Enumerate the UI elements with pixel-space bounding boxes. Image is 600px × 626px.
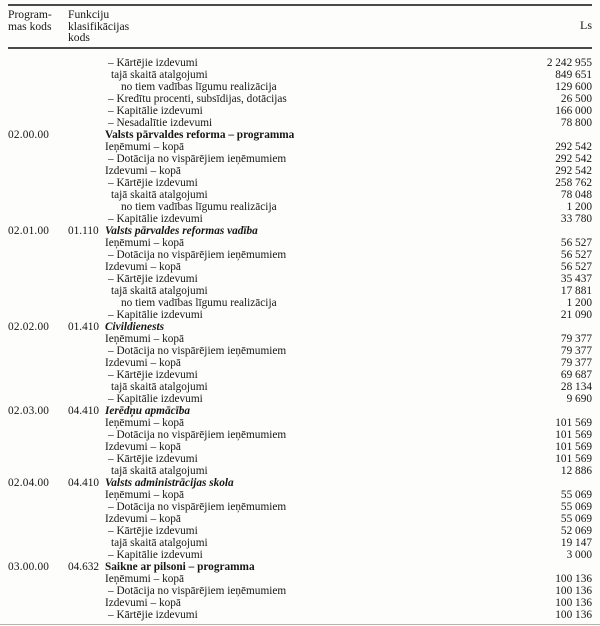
- row-amount: 849 651: [555, 68, 592, 81]
- program-code: [8, 297, 68, 309]
- row-amount: 26 500: [560, 92, 592, 105]
- table-row: [8, 453, 592, 465]
- function-code: [68, 345, 105, 357]
- program-code: [8, 285, 68, 297]
- row-amount: 292 542: [555, 140, 592, 153]
- table-row: [8, 573, 592, 585]
- header-currency-label: Ls: [580, 18, 592, 32]
- program-code: [8, 465, 68, 477]
- program-code: [8, 105, 68, 117]
- table-header: [0, 6, 600, 47]
- row-amount: 100 136: [555, 608, 592, 621]
- row-label: Izdevumi – kopā: [105, 596, 181, 609]
- program-code: 02.01.00: [8, 224, 50, 237]
- row-amount: 35 437: [560, 272, 592, 285]
- program-code: [8, 597, 68, 609]
- program-code: [8, 489, 68, 501]
- program-code: [8, 441, 68, 453]
- row-label: – Kredītu procenti, subsīdijas, dotācijas: [108, 92, 287, 105]
- row-amount: 52 069: [560, 524, 592, 537]
- table-row: [8, 81, 592, 93]
- program-code: [8, 69, 68, 81]
- table-row: [8, 261, 592, 273]
- program-code: 02.02.00: [8, 320, 50, 333]
- row-label: – Dotācija no vispārējiem ieņēmumiem: [108, 248, 287, 261]
- program-code: [8, 549, 68, 561]
- row-amount: 55 069: [560, 488, 592, 501]
- header-function-line3: kods: [68, 31, 90, 45]
- row-amount: 166 000: [555, 104, 592, 117]
- table-row: [8, 537, 592, 549]
- program-code: [8, 369, 68, 381]
- function-code: [68, 501, 105, 513]
- function-code: [68, 597, 105, 609]
- function-code: [68, 549, 105, 561]
- function-code: [68, 525, 105, 537]
- row-amount: 101 569: [555, 440, 592, 453]
- program-code: [8, 237, 68, 249]
- row-label: Izdevumi – kopā: [105, 440, 181, 453]
- row-label: Ieņēmumi – kopā: [105, 572, 185, 585]
- table-row: [8, 561, 592, 573]
- table-row: [8, 333, 592, 345]
- row-amount: 292 542: [555, 164, 592, 177]
- row-amount: 55 069: [560, 512, 592, 525]
- function-code: [68, 465, 105, 477]
- row-amount: 69 687: [560, 368, 592, 381]
- function-code: [68, 453, 105, 465]
- row-amount: 56 527: [560, 260, 592, 273]
- row-label: Ieņēmumi – kopā: [105, 236, 185, 249]
- row-amount: 79 377: [560, 356, 592, 369]
- row-label: – Dotācija no vispārējiem ieņēmumiem: [108, 500, 287, 513]
- row-label: – Kapitālie izdevumi: [108, 212, 203, 225]
- function-code: [68, 237, 105, 249]
- table-body: [0, 49, 600, 621]
- table-row: [8, 549, 592, 561]
- row-label: – Dotācija no vispārējiem ieņēmumiem: [108, 428, 287, 441]
- row-amount: 21 090: [560, 308, 592, 321]
- table-row: [8, 117, 592, 129]
- program-code: [8, 201, 68, 213]
- program-code: 02.03.00: [8, 404, 50, 417]
- program-code: [8, 165, 68, 177]
- function-code: [68, 417, 105, 429]
- function-code: [68, 261, 105, 273]
- function-code: 04.410: [68, 476, 100, 489]
- table-row: [8, 525, 592, 537]
- program-code: [8, 141, 68, 153]
- function-code: [68, 105, 105, 117]
- function-code: [68, 585, 105, 597]
- row-amount: 292 542: [555, 152, 592, 165]
- row-label: Valsts pārvaldes reformas vadība: [105, 224, 258, 237]
- row-label: no tiem vadības līgumu realizācija: [121, 200, 277, 213]
- row-amount: 258 762: [555, 176, 592, 189]
- row-label: no tiem vadības līgumu realizācija: [121, 296, 277, 309]
- program-code: [8, 273, 68, 285]
- table-row: [8, 345, 592, 357]
- row-label: – Dotācija no vispārējiem ieņēmumiem: [108, 152, 287, 165]
- program-code: 03.00.00: [8, 560, 50, 573]
- table-row: [8, 321, 592, 333]
- bottom-rule: [0, 624, 600, 625]
- function-code: 01.410: [68, 320, 100, 333]
- program-code: [8, 153, 68, 165]
- table-row: [8, 513, 592, 525]
- table-row: [8, 597, 592, 609]
- table-row: [8, 429, 592, 441]
- function-code: [68, 93, 105, 105]
- function-code: [68, 141, 105, 153]
- function-code: 04.410: [68, 404, 100, 417]
- row-label: Valsts pārvaldes reforma – programma: [105, 128, 295, 141]
- function-code: [68, 357, 105, 369]
- program-code: 02.00.00: [8, 128, 50, 141]
- row-label: Ieņēmumi – kopā: [105, 416, 185, 429]
- table-row: [8, 297, 592, 309]
- program-code: [8, 213, 68, 225]
- function-code: [68, 573, 105, 585]
- function-code: [68, 429, 105, 441]
- program-code: [8, 345, 68, 357]
- table-row: [8, 585, 592, 597]
- row-amount: 17 881: [560, 284, 592, 297]
- table-row: [8, 105, 592, 117]
- table-row: [8, 165, 592, 177]
- program-code: [8, 417, 68, 429]
- program-code: [8, 525, 68, 537]
- program-code: [8, 537, 68, 549]
- program-code: [8, 513, 68, 525]
- function-code: [68, 201, 105, 213]
- row-amount: 79 377: [560, 344, 592, 357]
- table-row: [8, 405, 592, 417]
- row-label: – Kārtējie izdevumi: [108, 176, 198, 189]
- header-program-code: [8, 9, 68, 44]
- row-label: Izdevumi – kopā: [105, 512, 181, 525]
- table-row: [8, 237, 592, 249]
- table-row: [8, 273, 592, 285]
- row-amount: 101 569: [555, 416, 592, 429]
- table-row: [8, 489, 592, 501]
- function-code: [68, 537, 105, 549]
- row-amount: 3 000: [566, 548, 592, 561]
- row-label: tajā skaitā atalgojumi: [111, 464, 208, 477]
- function-code: [68, 165, 105, 177]
- function-code: [68, 273, 105, 285]
- program-code: [8, 81, 68, 93]
- row-label: Ierēdņu apmācība: [105, 404, 191, 417]
- row-amount: 129 600: [555, 80, 592, 93]
- row-label: – Kārtējie izdevumi: [108, 452, 198, 465]
- function-code: [68, 393, 105, 405]
- row-label: – Kapitālie izdevumi: [108, 548, 203, 561]
- header-function-line2: klasifikācijas: [68, 19, 130, 33]
- function-code: [68, 81, 105, 93]
- header-program-line1: Program-: [8, 8, 52, 21]
- row-label: Ieņēmumi – kopā: [105, 488, 185, 501]
- table-row: [8, 393, 592, 405]
- row-label: Ieņēmumi – kopā: [105, 332, 185, 345]
- row-amount: 100 136: [555, 572, 592, 585]
- row-label: no tiem vadības līgumu realizācija: [121, 80, 277, 93]
- program-code: [8, 453, 68, 465]
- table-row: [8, 69, 592, 81]
- program-code: [8, 429, 68, 441]
- function-code: [68, 513, 105, 525]
- table-row: [8, 477, 592, 489]
- function-code: [68, 177, 105, 189]
- row-amount: 56 527: [560, 248, 592, 261]
- function-code: [68, 381, 105, 393]
- row-amount: 19 147: [560, 536, 592, 549]
- row-label: – Kārtējie izdevumi: [108, 272, 198, 285]
- program-code: [8, 585, 68, 597]
- row-label: – Kapitālie izdevumi: [108, 104, 203, 117]
- table-row: [8, 225, 592, 237]
- row-label: – Kapitālie izdevumi: [108, 392, 203, 405]
- row-label: Izdevumi – kopā: [105, 164, 181, 177]
- table-row: [8, 189, 592, 201]
- header-function-code: [68, 9, 580, 44]
- function-code: [68, 153, 105, 165]
- program-code: [8, 381, 68, 393]
- row-label: – Kārtējie izdevumi: [108, 524, 198, 537]
- function-code: [68, 489, 105, 501]
- row-label: tajā skaitā atalgojumi: [111, 536, 208, 549]
- row-label: Valsts administrācijas skola: [105, 476, 234, 489]
- table-row: [8, 201, 592, 213]
- function-code: [68, 297, 105, 309]
- function-code: 04.632: [68, 560, 100, 573]
- row-label: Ieņēmumi – kopā: [105, 140, 185, 153]
- program-code: [8, 357, 68, 369]
- row-amount: 100 136: [555, 584, 592, 597]
- row-label: – Kapitālie izdevumi: [108, 308, 203, 321]
- program-code: [8, 57, 68, 69]
- row-amount: 55 069: [560, 500, 592, 513]
- table-row: [8, 309, 592, 321]
- row-amount: 1 200: [566, 200, 592, 213]
- function-code: [68, 441, 105, 453]
- row-label: – Kārtējie izdevumi: [108, 608, 198, 621]
- program-code: [8, 189, 68, 201]
- row-amount: 9 690: [566, 392, 592, 405]
- row-label: – Kārtējie izdevumi: [108, 368, 198, 381]
- table-row: [8, 369, 592, 381]
- row-amount: 79 377: [560, 332, 592, 345]
- row-label: tajā skaitā atalgojumi: [111, 68, 208, 81]
- program-code: [8, 117, 68, 129]
- program-code: [8, 261, 68, 273]
- program-code: [8, 609, 68, 621]
- table-row: [8, 441, 592, 453]
- function-code: [68, 333, 105, 345]
- table-row: [8, 153, 592, 165]
- function-code: [68, 369, 105, 381]
- row-amount: 78 800: [560, 116, 592, 129]
- table-row: [8, 213, 592, 225]
- function-code: [68, 285, 105, 297]
- row-label: – Nesadalītie izdevumi: [108, 116, 213, 129]
- row-amount: 1 200: [566, 296, 592, 309]
- program-code: [8, 177, 68, 189]
- table-row: [8, 249, 592, 261]
- row-label: – Kārtējie izdevumi: [108, 56, 198, 69]
- function-code: 01.110: [68, 224, 99, 237]
- table-row: [8, 177, 592, 189]
- function-code: [68, 117, 105, 129]
- program-code: [8, 249, 68, 261]
- program-code: 02.04.00: [8, 476, 50, 489]
- row-label: tajā skaitā atalgojumi: [111, 284, 208, 297]
- program-code: [8, 309, 68, 321]
- program-code: [8, 393, 68, 405]
- row-amount: 2 242 955: [546, 56, 592, 69]
- table-row: [8, 129, 592, 141]
- row-label: tajā skaitā atalgojumi: [111, 188, 208, 201]
- row-label: – Dotācija no vispārējiem ieņēmumiem: [108, 344, 287, 357]
- program-code: [8, 93, 68, 105]
- function-code: [68, 309, 105, 321]
- table-row: [8, 285, 592, 297]
- row-label: Izdevumi – kopā: [105, 260, 181, 273]
- row-amount: 56 527: [560, 236, 592, 249]
- table-row: [8, 57, 592, 69]
- table-row: [8, 381, 592, 393]
- function-code: [68, 189, 105, 201]
- program-code: [8, 501, 68, 513]
- table-row: [8, 357, 592, 369]
- table-row: [8, 141, 592, 153]
- function-code: [68, 69, 105, 81]
- function-code: [68, 213, 105, 225]
- table-row: [8, 501, 592, 513]
- program-code: [8, 333, 68, 345]
- function-code: [68, 57, 105, 69]
- table-row: [8, 417, 592, 429]
- function-code: [68, 609, 105, 621]
- row-label: Izdevumi – kopā: [105, 356, 181, 369]
- table-row: [8, 609, 592, 621]
- table-row: [8, 93, 592, 105]
- row-amount: 28 134: [560, 380, 592, 393]
- row-amount: 101 569: [555, 428, 592, 441]
- header-program-line2: mas kods: [8, 19, 52, 33]
- row-label: tajā skaitā atalgojumi: [111, 380, 208, 393]
- row-label: Saikne ar pilsoni – programma: [105, 560, 255, 573]
- program-code: [8, 573, 68, 585]
- row-label: Civildienests: [105, 320, 164, 333]
- header-function-line1: Funkciju: [68, 8, 110, 21]
- row-label: – Dotācija no vispārējiem ieņēmumiem: [108, 584, 287, 597]
- row-amount: 78 048: [560, 188, 592, 201]
- function-code: [68, 249, 105, 261]
- table-row: [8, 465, 592, 477]
- row-amount: 33 780: [560, 212, 592, 225]
- row-amount: 12 886: [560, 464, 592, 477]
- row-amount: 101 569: [555, 452, 592, 465]
- row-amount: 100 136: [555, 596, 592, 609]
- function-code: [68, 129, 105, 141]
